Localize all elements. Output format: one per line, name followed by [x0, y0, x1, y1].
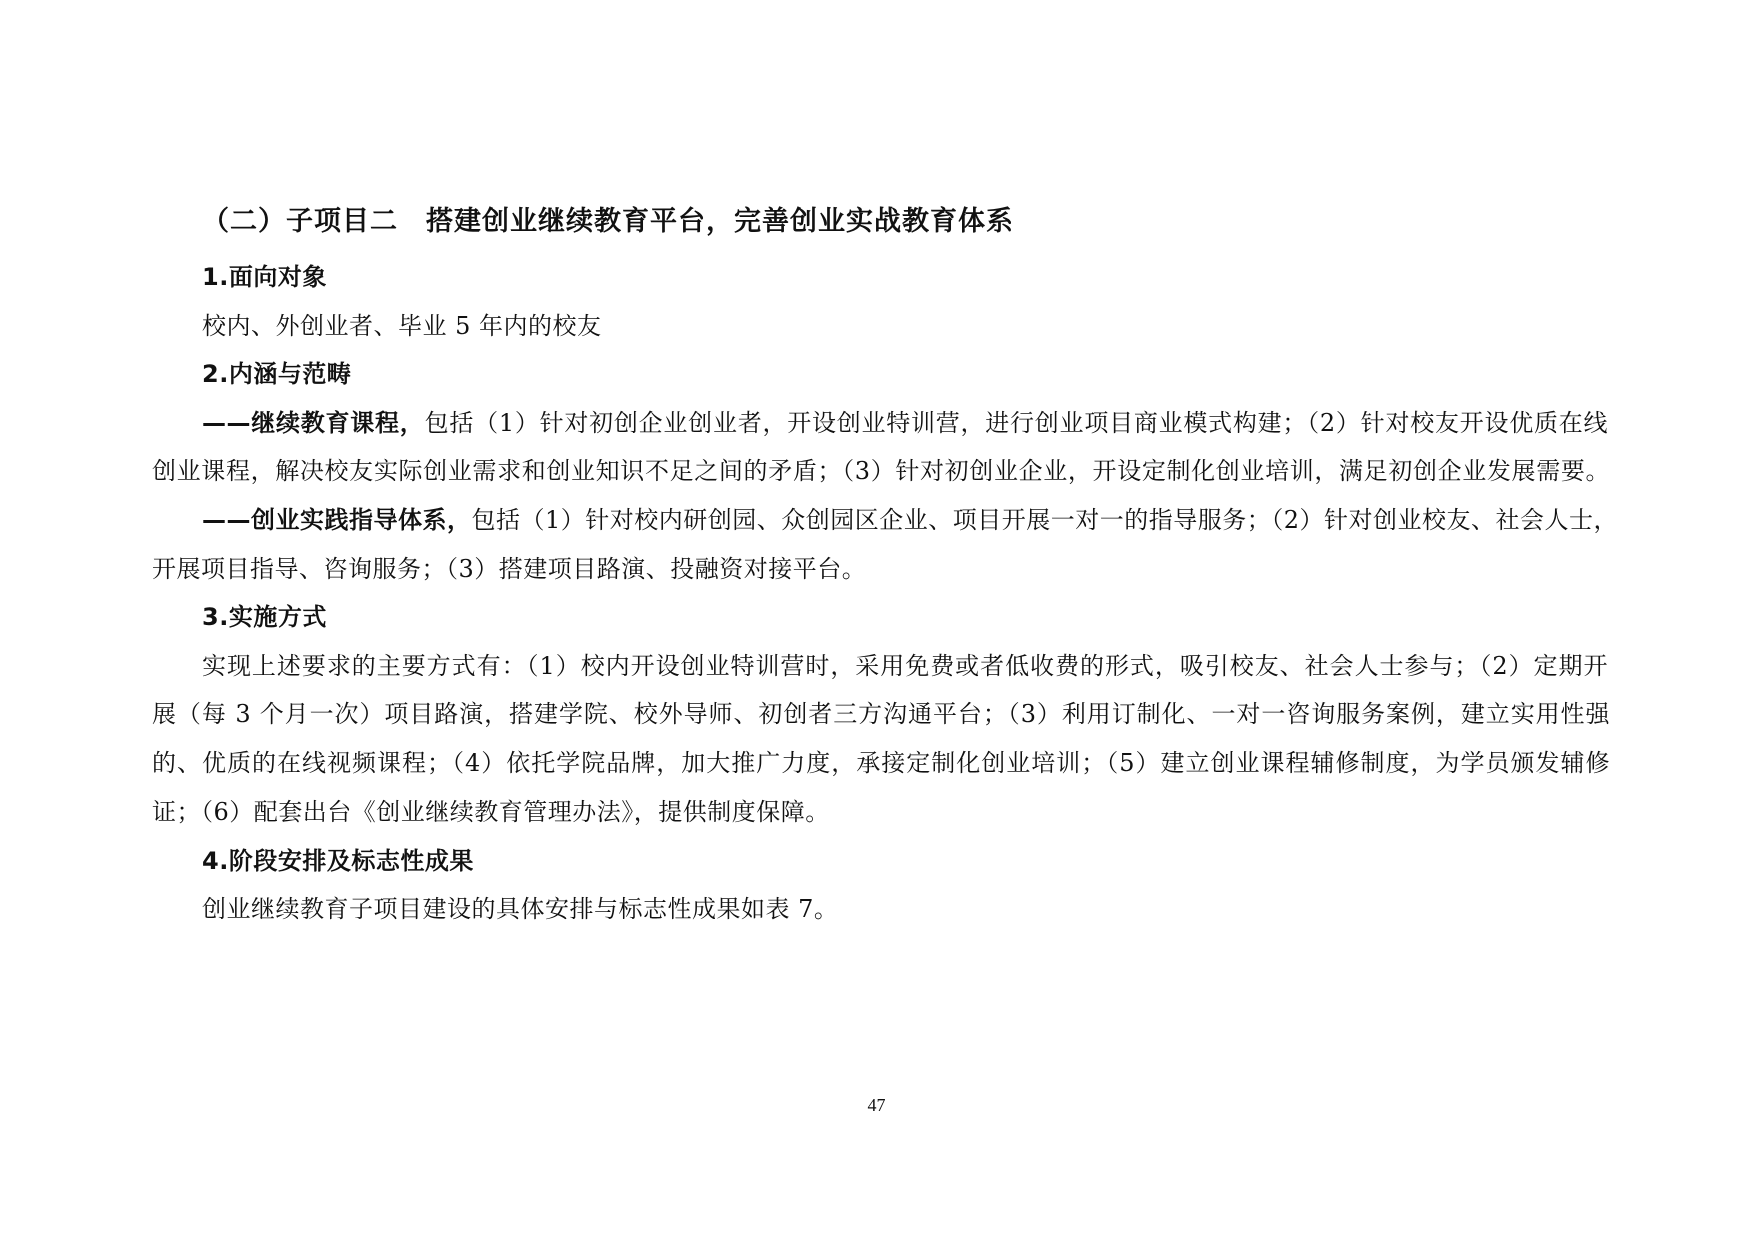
- paragraph-courses-line-2: 创业课程，解决校友实际创业需求和创业知识不足之间的矛盾；（3）针对初创业企业，开设定制化创业培训，满足初创企业发展需要。: [152, 457, 1610, 485]
- implementation-line-3: 的、优质的在线视频课程；（4）依托学院品牌，加大推广力度，承接定制化创业培训；（5）建立创业课程辅修制度，为学员颁发辅修: [152, 749, 1610, 777]
- implementation-line-1: 实现上述要求的主要方式有：（1）校内开设创业特训营时，采用免费或者低收费的形式，吸引校友、社会人士参与；（2）定期开: [202, 652, 1608, 680]
- paragraph-guidance-line-1: [202, 504, 1619, 536]
- target-audience-text: 校内、外创业者、毕业 5 年内的校友: [202, 312, 602, 340]
- milestones-text: 创业继续教育子项目建设的具体安排与标志性成果如表 7。: [202, 895, 839, 923]
- heading-scope: 2.内涵与范畴: [202, 360, 352, 388]
- heading-milestones: 4.阶段安排及标志性成果: [202, 847, 474, 875]
- paragraph-guidance-line-2: 开展项目指导、咨询服务；（3）搭建项目路演、投融资对接平台。: [152, 555, 867, 583]
- section-title: （二）子项目二 搭建创业继续教育平台，完善创业实战教育体系: [202, 206, 1014, 237]
- implementation-line-2: 展（每 3 个月一次）项目路演，搭建学院、校外导师、初创者三方沟通平台；（3）利用订制化、一对一咨询服务案例，建立实用性强: [152, 700, 1610, 728]
- courses-lead: ——继续教育课程，: [202, 409, 425, 437]
- implementation-line-4: 证；（6）配套出台《创业继续教育管理办法》，提供制度保障。: [152, 798, 830, 826]
- guidance-line-1-text: 包括（1）针对校内研创园、众创园区企业、项目开展一对一的指导服务；（2）针对创业校友、社会人士，: [471, 506, 1619, 534]
- page-number: 47: [867, 1095, 886, 1115]
- guidance-lead: ——创业实践指导体系，: [202, 506, 472, 534]
- heading-implementation: 3.实施方式: [202, 603, 327, 631]
- courses-line-1-text: 包括（1）针对初创企业创业者，开设创业特训营，进行创业项目商业模式构建；（2）针对校友开设优质在线: [424, 409, 1609, 437]
- heading-target-audience: 1.面向对象: [202, 263, 327, 291]
- paragraph-courses-line-1: [202, 407, 1608, 439]
